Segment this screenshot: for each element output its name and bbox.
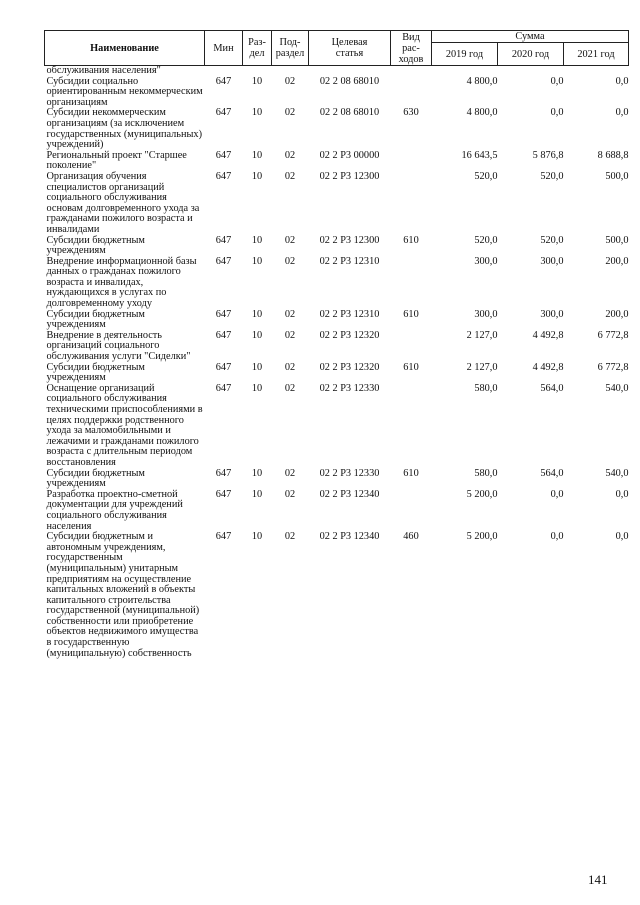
row-sum-2021: 200,0	[605, 255, 629, 267]
table-row	[45, 151, 629, 172]
row-name: Субсидии бюджетным учреждениям	[46, 234, 145, 257]
row-expense-type	[391, 257, 432, 310]
row-sum-2020: 0,0	[550, 531, 564, 543]
table-body	[45, 66, 629, 660]
table-row	[45, 532, 629, 659]
row-name: Субсидии бюджетным учреждениям	[46, 467, 145, 490]
row-podrazdel: 02	[284, 170, 296, 182]
row-sum-2019: 300,0	[474, 255, 498, 267]
row-target-article: 02 2 Р3 12340	[319, 531, 380, 543]
row-sum-2021: 0,0	[615, 488, 629, 500]
row-target-article: 02 2 Р3 12320	[319, 361, 380, 373]
row-target-article: 02 2 Р3 12310	[319, 255, 380, 267]
table-row	[45, 172, 629, 236]
row-name: Субсидии бюджетным и автономным учреждениям, государственным (муниципальным) унитарным предприятиям на осуществление капитальных вложений в объекты капитального строительства государственной (муниципальной) собственности или приобретение объектов недвижимого имущества в государственную (муниципальную) собственность	[46, 531, 200, 659]
table-row	[45, 384, 629, 469]
row-min: 647	[215, 382, 232, 394]
budget-sheet	[44, 30, 628, 659]
row-sum-2020: 0,0	[550, 75, 564, 87]
row-sum-2021: 500,0	[605, 170, 629, 182]
row-sum-2021: 500,0	[605, 234, 629, 246]
row-sum-2019: 300,0	[474, 308, 498, 320]
row-sum-2020: 520,0	[540, 170, 564, 182]
row-expense-type	[391, 151, 432, 172]
row-razdel: 10	[251, 75, 263, 87]
header-sum: Сумма	[432, 31, 629, 43]
header-podrazdel: Под- раздел	[272, 31, 309, 66]
row-expense-type: 630	[403, 107, 419, 119]
page-number: 141	[588, 872, 608, 887]
row-sum-2020: 300,0	[540, 255, 564, 267]
row-podrazdel: 02	[284, 308, 296, 320]
row-razdel: 10	[251, 170, 263, 182]
row-sum-2019: 2 127,0	[466, 361, 498, 373]
row-podrazdel: 02	[284, 329, 296, 341]
row-min: 647	[215, 361, 232, 373]
header-year-2021: 2021 год	[564, 43, 629, 66]
row-target-article: 02 2 Р3 12310	[319, 308, 380, 320]
row-sum-2019: 4 800,0	[466, 75, 498, 87]
row-expense-type: 610	[403, 467, 419, 479]
carryover-row	[45, 66, 629, 77]
row-min: 647	[215, 308, 232, 320]
row-min: 647	[215, 488, 232, 500]
row-expense-type	[391, 172, 432, 236]
row-sum-2021: 0,0	[615, 531, 629, 543]
row-target-article: 02 2 Р3 00000	[319, 149, 380, 161]
row-razdel: 10	[251, 308, 263, 320]
row-podrazdel: 02	[284, 75, 296, 87]
row-min: 647	[215, 255, 232, 267]
row-min: 647	[215, 531, 232, 543]
row-sum-2021: 0,0	[615, 107, 629, 119]
row-sum-2020: 300,0	[540, 308, 564, 320]
row-name: Организация обучения специалистов организаций социального обслуживания основам долговременного ухода за гражданами пожилого возраста и инвалидами	[46, 170, 200, 235]
row-sum-2019: 4 800,0	[466, 107, 498, 119]
row-razdel: 10	[251, 531, 263, 543]
row-target-article: 02 2 Р3 12300	[319, 234, 380, 246]
row-name: Субсидии некоммерческим организациям (за исключением государственных (муниципальных) учреждений)	[46, 107, 203, 151]
row-min: 647	[215, 329, 232, 341]
row-podrazdel: 02	[284, 149, 296, 161]
row-name: Оснащение организаций социального обслуживания техническими приспособлениями в целях поддержки родственного ухода за маломобильными и лежачими и гражданами пожилого возраста с длительным периодом восстановления	[46, 382, 203, 468]
carryover-text: обслуживания населения"	[46, 65, 161, 76]
table-row	[45, 363, 629, 384]
row-expense-type	[391, 331, 432, 363]
row-name: Субсидии социально ориентированным некоммерческим организациям	[46, 75, 203, 108]
row-sum-2021: 540,0	[605, 467, 629, 479]
header-min: Мин	[205, 31, 243, 66]
table-row	[45, 310, 629, 331]
row-target-article: 02 2 Р3 12330	[319, 467, 380, 479]
row-sum-2019: 5 200,0	[466, 531, 498, 543]
row-sum-2021: 540,0	[605, 382, 629, 394]
row-sum-2019: 16 643,5	[461, 149, 498, 161]
row-sum-2019: 520,0	[474, 170, 498, 182]
header-razdel: Раз- дел	[243, 31, 272, 66]
header-target-article: Целевая статья	[309, 31, 391, 66]
row-sum-2019: 520,0	[474, 234, 498, 246]
table-row	[45, 469, 629, 490]
row-min: 647	[215, 149, 232, 161]
row-sum-2020: 564,0	[540, 382, 564, 394]
row-target-article: 02 2 08 68010	[319, 107, 380, 119]
row-target-article: 02 2 Р3 12340	[319, 488, 380, 500]
row-sum-2020: 4 492,8	[532, 329, 564, 341]
row-razdel: 10	[251, 149, 263, 161]
row-podrazdel: 02	[284, 107, 296, 119]
row-name: Субсидии бюджетным учреждениям	[46, 308, 145, 331]
row-min: 647	[215, 170, 232, 182]
row-sum-2019: 5 200,0	[466, 488, 498, 500]
row-podrazdel: 02	[284, 467, 296, 479]
row-name: Внедрение в деятельность организаций социального обслуживания услуги "Сиделки"	[46, 329, 191, 363]
row-razdel: 10	[251, 361, 263, 373]
row-target-article: 02 2 Р3 12330	[319, 382, 380, 394]
row-razdel: 10	[251, 234, 263, 246]
row-min: 647	[215, 75, 232, 87]
row-expense-type: 610	[403, 234, 419, 246]
row-expense-type	[391, 490, 432, 532]
row-expense-type: 460	[403, 531, 419, 543]
row-sum-2019: 580,0	[474, 467, 498, 479]
table-row	[45, 490, 629, 532]
row-podrazdel: 02	[284, 234, 296, 246]
row-expense-type	[391, 384, 432, 469]
row-target-article: 02 2 Р3 12320	[319, 329, 380, 341]
row-name: Внедрение информационной базы данных о гражданах пожилого возраста и инвалидах, нуждающихся в услугах по долговременному уходу	[46, 255, 197, 310]
row-sum-2021: 200,0	[605, 308, 629, 320]
header-name: Наименование	[45, 31, 205, 66]
row-podrazdel: 02	[284, 255, 296, 267]
budget-table	[44, 30, 629, 659]
row-razdel: 10	[251, 467, 263, 479]
row-podrazdel: 02	[284, 361, 296, 373]
row-sum-2021: 8 688,8	[597, 149, 629, 161]
row-razdel: 10	[251, 255, 263, 267]
row-expense-type	[391, 77, 432, 109]
row-sum-2021: 6 772,8	[597, 329, 629, 341]
row-podrazdel: 02	[284, 382, 296, 394]
row-podrazdel: 02	[284, 531, 296, 543]
row-razdel: 10	[251, 329, 263, 341]
row-razdel: 10	[251, 382, 263, 394]
table-row	[45, 257, 629, 310]
table-row	[45, 108, 629, 150]
header-year-2019: 2019 год	[432, 43, 498, 66]
row-sum-2019: 580,0	[474, 382, 498, 394]
row-sum-2020: 5 876,8	[532, 149, 564, 161]
header-year-2020: 2020 год	[498, 43, 564, 66]
table-row	[45, 77, 629, 109]
row-expense-type: 610	[403, 361, 419, 373]
row-sum-2020: 4 492,8	[532, 361, 564, 373]
row-razdel: 10	[251, 488, 263, 500]
row-sum-2020: 564,0	[540, 467, 564, 479]
row-min: 647	[215, 234, 232, 246]
table-row	[45, 331, 629, 363]
row-sum-2020: 0,0	[550, 107, 564, 119]
row-min: 647	[215, 467, 232, 479]
row-min: 647	[215, 107, 232, 119]
row-sum-2021: 0,0	[615, 75, 629, 87]
header-expense-type: Вид рас- ходов	[391, 31, 432, 66]
row-name: Региональный проект "Старшее поколение"	[46, 149, 187, 172]
row-sum-2021: 6 772,8	[597, 361, 629, 373]
row-razdel: 10	[251, 107, 263, 119]
row-name: Разработка проектно-сметной документации для учреждений социального обслуживания населения	[46, 488, 183, 532]
row-target-article: 02 2 08 68010	[319, 75, 380, 87]
row-expense-type: 610	[403, 308, 419, 320]
row-name: Субсидии бюджетным учреждениям	[46, 361, 145, 384]
table-row	[45, 236, 629, 257]
row-target-article: 02 2 Р3 12300	[319, 170, 380, 182]
table-header	[45, 31, 629, 66]
row-sum-2019: 2 127,0	[466, 329, 498, 341]
row-sum-2020: 520,0	[540, 234, 564, 246]
row-sum-2020: 0,0	[550, 488, 564, 500]
row-podrazdel: 02	[284, 488, 296, 500]
